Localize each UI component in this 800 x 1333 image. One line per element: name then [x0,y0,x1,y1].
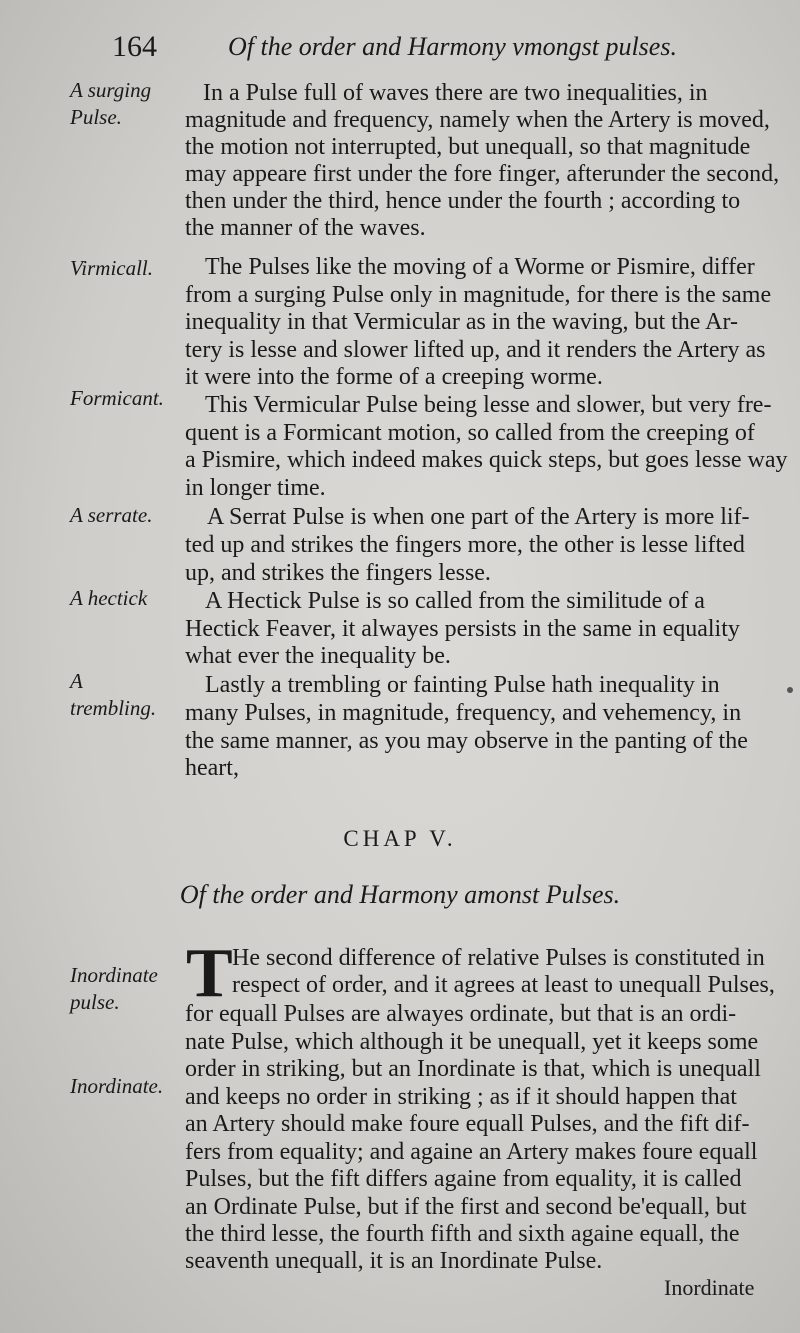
text-line: for equall Pulses are alwayes ordinate, but that is an ordi- [185,1001,737,1027]
page-number: 164 [112,30,157,63]
text-line: In a Pulse full of waves there are two inequalities, in [203,80,708,106]
chapter-number: CHAP V. [343,826,457,851]
text-line: heart, [185,755,239,781]
margin-note-trembling: A trembling. [70,669,157,720]
text-line: it were into the forme of a creeping worme. [185,364,603,390]
text-line: many Pulses, in magnitude, frequency, and vehemency, in [185,700,742,726]
edge-mark [787,687,793,693]
text-line: inequality in that Vermicular as in the waving, but the Ar- [185,309,738,335]
text-line: magnitude and frequency, namely when the Artery is moved, [185,107,770,133]
text-line: then under the third, hence under the fourth ; according to [185,188,741,214]
text-line: and keeps no order in striking ; as if it should happen that [185,1084,737,1110]
text-line: the third lesse, the fourth fifth and sixth againe equall, the [185,1221,740,1247]
text-line: Lastly a trembling or fainting Pulse hath inequality in [205,672,720,698]
text-line: a Pismire, which indeed makes quick steps, but goes lesse way [185,447,788,473]
text-line: ted up and strikes the fingers more, the other is lesse lifted [185,532,745,558]
text-line: A Hectick Pulse is so called from the similitude of a [205,588,705,614]
text-line: up, and strikes the fingers lesse. [185,560,491,586]
text-line: Hectick Feaver, it alwayes persists in the same in equality [185,616,740,642]
text-line: the motion not interrupted, but unequall, so that magnitude [185,134,751,160]
text-line: The Pulses like the moving of a Worme or Pismire, differ [205,254,755,280]
running-title: Of the order and Harmony vmongst pulses. [228,32,677,61]
text-line: may appeare first under the fore finger, afterunder the second, [185,161,780,187]
text-line: fers from equality; and againe an Artery makes foure equall [185,1139,758,1165]
text-line: the same manner, as you may observe in the panting of the [185,728,748,754]
margin-note-serrate: A serrate. [70,503,153,527]
drop-cap: T [186,935,233,1012]
text-line: Pulses, but the fift differs againe from equality, it is called [185,1166,742,1192]
text-line: order in striking, but an Inordinate is that, which is unequall [185,1056,761,1082]
text-line: He second difference of relative Pulses is constituted in [232,945,765,971]
text-line: This Vermicular Pulse being lesse and slower, but very fre- [205,392,772,418]
text-line: A Serrat Pulse is when one part of the Artery is more lif- [207,504,750,530]
text-line: tery is lesse and slower lifted up, and it renders the Artery as [185,337,766,363]
chapter-title: Of the order and Harmony amonst Pulses. [179,880,621,909]
text-line: from a surging Pulse only in magnitude, for there is the same [185,282,772,308]
margin-note-surging: A surging Pulse. [70,78,152,129]
text-line: respect of order, and it agrees at least to unequall Pulses, [232,972,775,998]
text-line: an Ordinate Pulse, but if the first and second be'equall, but [185,1194,747,1220]
text-line: in longer time. [185,475,326,501]
text-line: an Artery should make foure equall Pulses, and the fift dif- [185,1111,750,1137]
margin-note-inordinate: Inordinate. [70,1074,164,1098]
text-line: what ever the inequality be. [185,643,451,669]
text-line: the manner of the waves. [185,215,426,241]
margin-note-virmicall: Virmicall. [70,256,154,280]
text-line: quent is a Formicant motion, so called from the creeping of [185,420,755,446]
margin-note-formicant: Formicant. [70,386,164,410]
text-line: nate Pulse, which although it be unequall, yet it keeps some [185,1029,759,1055]
margin-note-hectick: A hectick [70,586,148,610]
text-line: seaventh unequall, it is an Inordinate Pulse. [185,1248,603,1274]
catchword: Inordinate [664,1275,755,1300]
margin-note-inordinate-pulse: Inordinate pulse. [70,963,158,1014]
